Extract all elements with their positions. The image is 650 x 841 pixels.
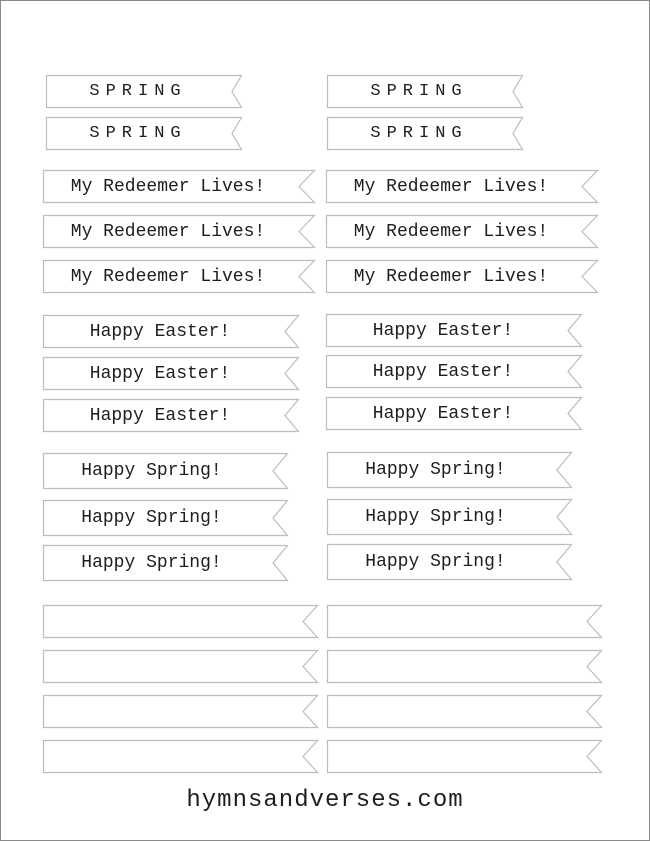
banner-label: SPRING [370,82,468,101]
banner-label: SPRING [89,82,187,101]
banner-label: Happy Easter! [89,363,231,384]
blank-banner [327,650,602,683]
easter-banner [43,357,299,390]
banner-label: Happy Spring! [81,508,222,528]
happy-spring-banner [43,453,288,489]
happy-spring-banner [43,500,288,536]
banner-label: Happy Easter! [372,403,514,424]
easter-banner [43,399,299,432]
banner-label: Happy Easter! [89,405,231,426]
redeemer-banner [326,215,598,248]
blank-banner [43,740,318,773]
redeemer-banner [43,215,315,248]
redeemer-banner [326,260,598,293]
banner-label: SPRING [370,124,468,143]
blank-banner [43,605,318,638]
banner-label: SPRING [89,124,187,143]
banner-label: My Redeemer Lives! [353,176,549,197]
banner-label: Happy Spring! [365,507,506,527]
redeemer-banner [43,260,315,293]
banner-label: Happy Spring! [365,460,506,480]
blank-banner [43,695,318,728]
banner-label: Happy Easter! [372,361,514,382]
happy-spring-banner [327,544,572,580]
banner-label: My Redeemer Lives! [70,176,266,197]
redeemer-banner [43,170,315,203]
easter-banner [326,314,582,347]
banner-label: Happy Spring! [81,553,222,573]
banner-label: My Redeemer Lives! [70,221,266,242]
blank-banner [327,740,602,773]
banner-label: Happy Spring! [365,552,506,572]
redeemer-banner [326,170,598,203]
easter-banner [326,397,582,430]
blank-banner [43,650,318,683]
blank-banner [327,605,602,638]
spring-banner [327,117,523,150]
spring-banner [327,75,523,108]
happy-spring-banner [43,545,288,581]
blank-banner [327,695,602,728]
happy-spring-banner [327,452,572,488]
site-url: hymnsandverses.com [186,787,464,814]
banner-label: My Redeemer Lives! [70,266,266,287]
easter-banner [326,355,582,388]
banner-label: Happy Spring! [81,461,222,481]
spring-banner [46,117,242,150]
banner-label: Happy Easter! [372,320,514,341]
banner-label: My Redeemer Lives! [353,221,549,242]
banner-label: My Redeemer Lives! [353,266,549,287]
happy-spring-banner [327,499,572,535]
banner-label: Happy Easter! [89,321,231,342]
easter-banner [43,315,299,348]
spring-banner [46,75,242,108]
